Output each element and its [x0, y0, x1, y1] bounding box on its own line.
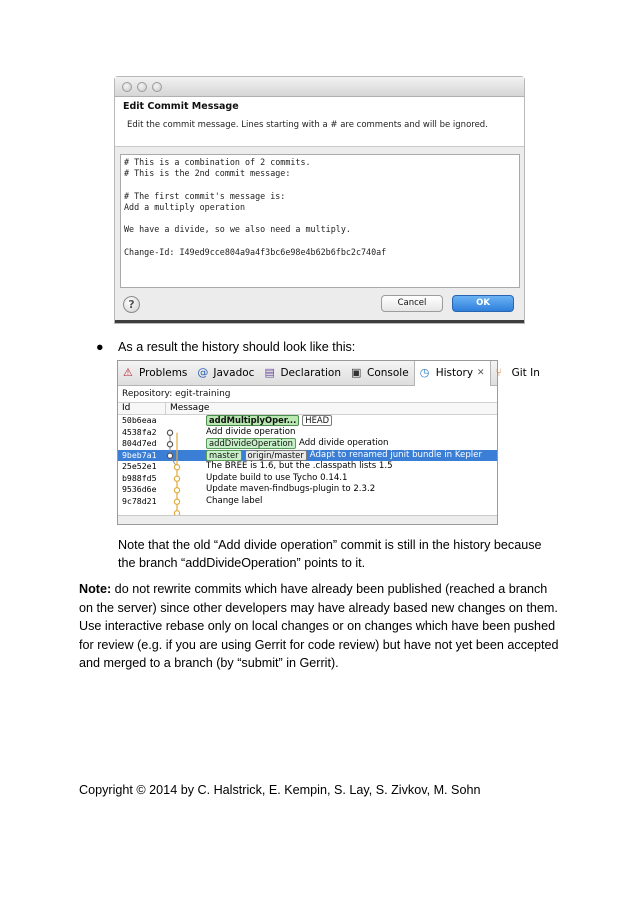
- tab-label: Git In: [511, 367, 540, 379]
- minimize-window-icon[interactable]: [137, 82, 147, 92]
- history-view: [117, 360, 540, 525]
- view-tab-bar: [118, 361, 540, 386]
- remote-branch-label: origin/master: [245, 450, 307, 461]
- commit-node: [167, 442, 172, 447]
- branch-label: addDivideOperation: [206, 438, 296, 449]
- column-header-message[interactable]: Message: [170, 403, 210, 413]
- cancel-button[interactable]: Cancel: [381, 295, 443, 312]
- commit-message-cell: [206, 415, 335, 427]
- commit-message: Change label: [206, 495, 263, 506]
- commit-id: 804d7ed: [122, 438, 157, 448]
- tab-console[interactable]: [346, 361, 414, 386]
- history-table-header: [118, 402, 497, 415]
- history-icon: ◷: [419, 366, 430, 379]
- branch-label: addMultiplyOper...: [206, 415, 299, 426]
- ok-button[interactable]: OK: [452, 295, 514, 312]
- close-tab-icon[interactable]: ✕: [477, 368, 485, 378]
- commit-message-cell: [206, 438, 388, 450]
- tab-git-in[interactable]: [491, 361, 545, 386]
- console-icon: ▣: [351, 366, 362, 379]
- dialog-bottom-edge: [115, 320, 524, 323]
- help-button[interactable]: ?: [123, 296, 140, 313]
- commit-graph: [166, 427, 182, 519]
- column-header-id[interactable]: Id: [118, 403, 166, 414]
- tab-label: Problems: [139, 367, 188, 379]
- dialog-titlebar: [115, 77, 524, 97]
- commit-node: [167, 453, 172, 458]
- commit-message-cell: [206, 496, 262, 508]
- editor-line: We have a divide, so we also need a multiply.: [124, 224, 351, 235]
- head-ref-label: HEAD: [302, 415, 332, 426]
- graph-cell: [166, 415, 206, 427]
- commit-id: 25e52e1: [122, 461, 157, 471]
- editor-line: [124, 235, 516, 246]
- commit-message: Adapt to renamed junit bundle in Kepler: [309, 449, 483, 460]
- tab-label: Console: [367, 367, 409, 379]
- commit-message: The BREE is 1.6, but the .classpath lists 1.5: [206, 461, 393, 471]
- commit-node: [174, 499, 179, 504]
- dialog-description: Edit the commit message. Lines starting with a # are comments and will be ignored.: [127, 120, 488, 130]
- editor-line: [124, 179, 516, 190]
- dialog-title: Edit Commit Message: [123, 101, 239, 112]
- tab-problems[interactable]: [118, 361, 192, 386]
- commit-message: Update build to use Tycho 0.14.1: [206, 472, 348, 483]
- commit-id: 9beb7a1: [122, 449, 157, 460]
- commit-id: 9536d6e: [122, 484, 157, 494]
- dialog-header: [115, 97, 524, 147]
- note-label: Note:: [79, 582, 112, 596]
- commit-node: [174, 488, 179, 493]
- zoom-window-icon[interactable]: [152, 82, 162, 92]
- close-window-icon[interactable]: [122, 82, 132, 92]
- note-text: do not rewrite commits which have already been published (reached a branch on the server) since other developers may have already based new changes on them. Use interactive rebase only on local changes or on changes which have been pushed for review (e.g. if you are using Gerrit for code review) but have not yet been accepted and merged to a branch (by “submit” in Gerrit).: [79, 582, 559, 671]
- tab-label: Declaration: [280, 367, 341, 379]
- commit-id: 50b6eaa: [122, 415, 157, 425]
- commit-message: Add divide operation: [206, 426, 296, 437]
- table-row[interactable]: [118, 415, 497, 427]
- branch-label: master: [206, 450, 242, 461]
- commit-message-cell: [206, 473, 348, 485]
- commit-message-cell: [206, 484, 375, 496]
- editor-line: Change-Id: I49ed9cce804a9a4f3bc6e98e4b62b6fbc2c740af: [124, 246, 387, 257]
- git-icon: ⑂: [495, 366, 503, 379]
- commit-message-cell: [206, 461, 393, 473]
- commit-id: 9c78d21: [122, 495, 157, 506]
- commit-id: b988fd5: [122, 472, 157, 483]
- note-paragraph: [79, 580, 559, 673]
- edit-commit-message-dialog: [114, 76, 525, 324]
- editor-line: # The first commit's message is:: [124, 190, 286, 201]
- editor-line: [124, 213, 516, 224]
- commit-node: [174, 476, 179, 481]
- horizontal-scrollbar[interactable]: [118, 515, 497, 524]
- declaration-icon: ▤: [264, 366, 275, 379]
- copyright-footer: Copyright © 2014 by C. Halstrick, E. Kempin, S. Lay, S. Zivkov, M. Sohn: [79, 783, 481, 797]
- editor-line: # This is the 2nd commit message:: [124, 168, 291, 179]
- repository-label: Repository: egit-training: [122, 389, 231, 399]
- commit-node: [167, 430, 172, 435]
- javadoc-icon: @: [197, 366, 209, 379]
- commit-message-cell: [206, 427, 295, 439]
- after-history-note: Note that the old “Add divide operation” commit is still in the history because the branch “addDivideOperation” points to it.: [118, 538, 542, 570]
- commit-message: Add divide operation: [298, 438, 389, 448]
- bullet-text: As a result the history should look like this:: [118, 340, 356, 354]
- problems-icon: ⚠: [123, 366, 133, 379]
- tab-label: Javadoc: [213, 367, 255, 379]
- tab-javadoc[interactable]: [192, 361, 259, 386]
- commit-message: Update maven-findbugs-plugin to 2.3.2: [206, 484, 376, 494]
- commit-id: 4538fa2: [122, 426, 157, 437]
- tab-declaration[interactable]: [259, 361, 346, 386]
- tab-history[interactable]: [414, 361, 491, 386]
- commit-message-cell: [206, 450, 482, 462]
- editor-line: Add a multiply operation: [124, 201, 246, 212]
- commit-node: [174, 465, 179, 470]
- bullet-marker: ●: [96, 340, 104, 354]
- tab-label: History: [435, 367, 474, 379]
- bullet-item: [96, 340, 355, 354]
- commit-message-editor[interactable]: [120, 154, 520, 288]
- editor-line: # This is a combination of 2 commits.: [124, 157, 311, 167]
